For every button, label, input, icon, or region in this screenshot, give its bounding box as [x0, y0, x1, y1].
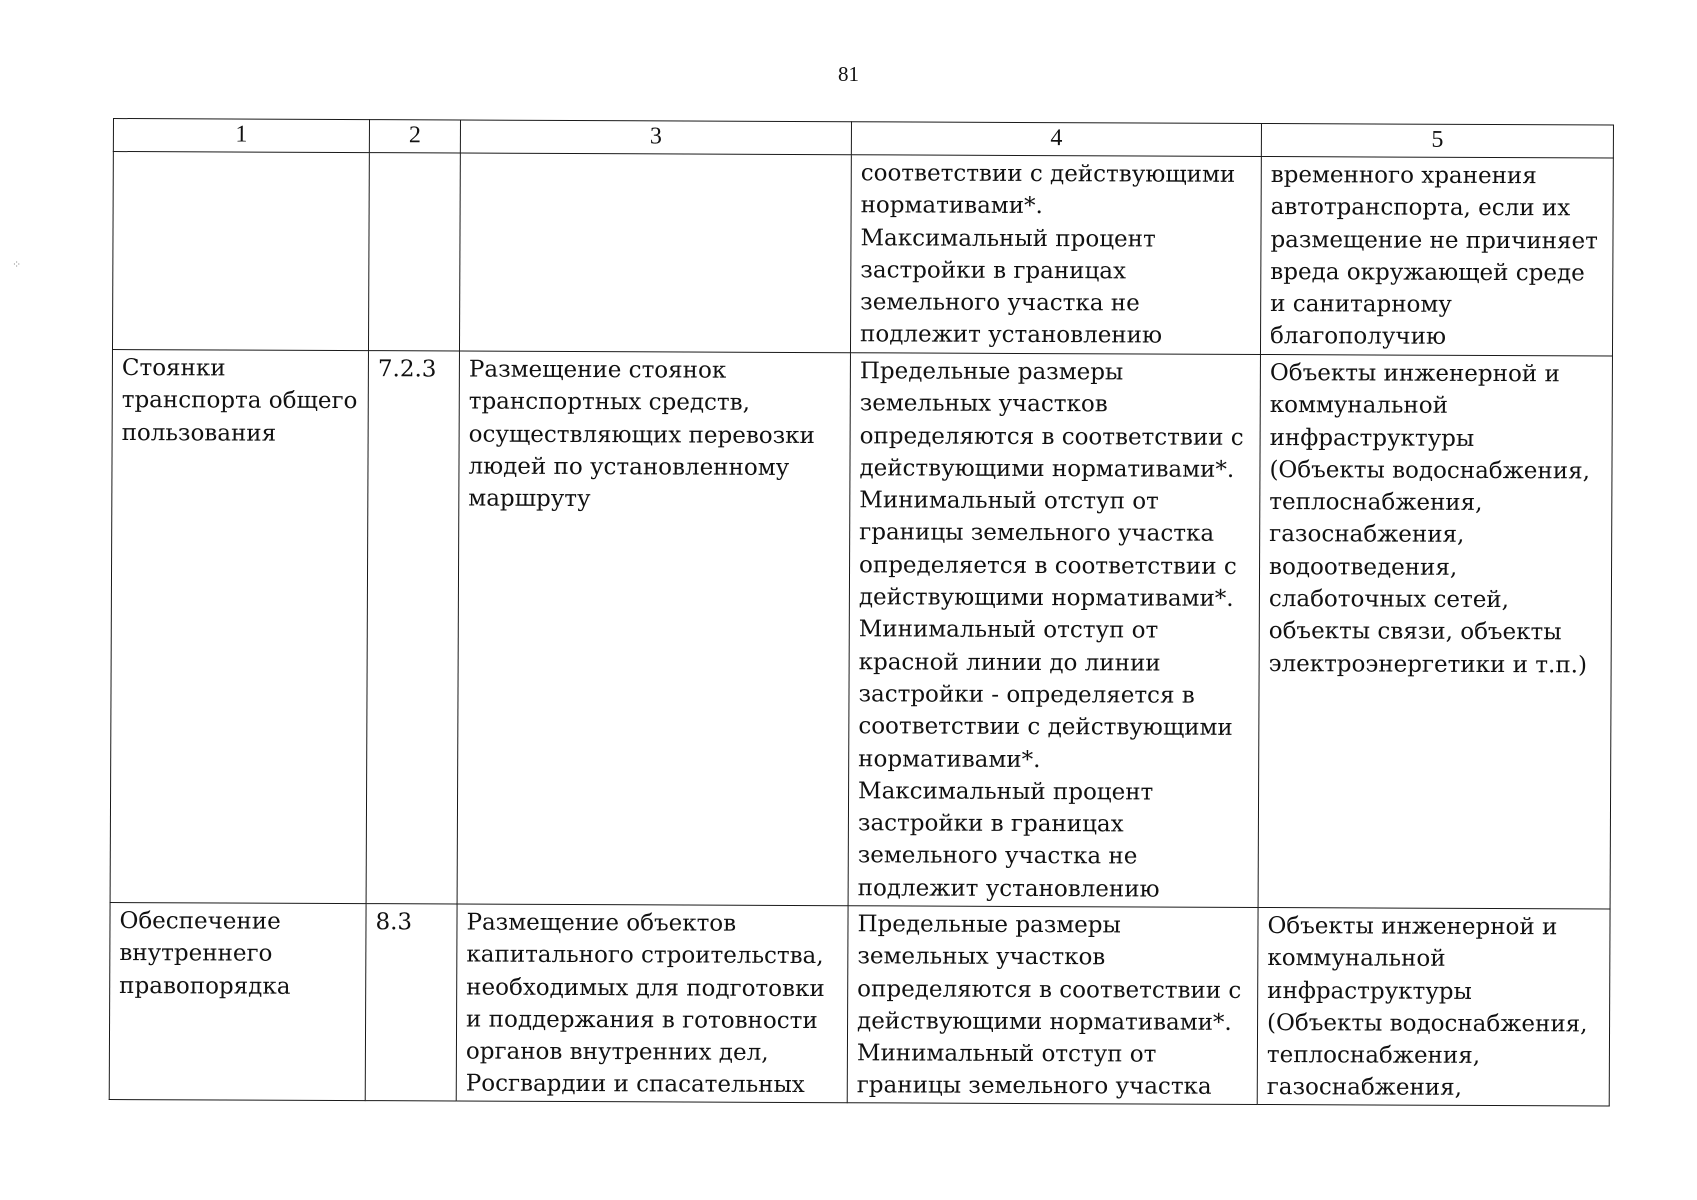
- table-row: [112, 152, 1613, 357]
- use-code-cell: 8.3: [365, 904, 457, 1101]
- column-header-3: 3: [460, 120, 851, 155]
- use-description-cell: Размещение стоянок транспортных средств, осуществляющих перевозки людей по установленному маршруту: [457, 351, 850, 906]
- use-code-cell: [368, 153, 460, 351]
- column-header-5: 5: [1261, 124, 1613, 159]
- auxiliary-use-cell: Объекты инженерной и коммунальной инфраструктуры (Объекты водоснабжения, теплоснабжения, газоснабжения,: [1257, 908, 1610, 1106]
- page-number: 81: [838, 62, 859, 86]
- use-name-cell: Стоянки транспорта общего пользования: [110, 349, 368, 903]
- auxiliary-use-cell: Объекты инженерной и коммунальной инфраструктуры (Объекты водоснабжения, теплоснабжения, газоснабжения, водоотведения, слаботочных сетей, объекты связи, объекты электроэнергетики и т.п.): [1258, 355, 1612, 910]
- parameters-cell: Предельные размеры земельных участков определяются в соответствии с действующими нормативами*. Минимальный отступ от границы земельного участка: [847, 906, 1258, 1105]
- table-row: [109, 902, 1610, 1105]
- use-description-cell: [459, 153, 851, 353]
- parameters-cell: соответствии с действующими нормативами*. Максимальный процент застройки в границах земельного участка не подлежит установлению: [850, 155, 1261, 355]
- parameters-cell: Предельные размеры земельных участков определяются в соответствии с действующими нормативами*. Минимальный отступ от границы земельного участка определяется в соответствии с действующими нормативами*. Минимальный отступ от красной линии до линии застройки - определяется в соответствии с действующими нормативами*. Максимальный процент застройки в границах земельного участка не подлежит установлению: [848, 353, 1260, 908]
- use-code-cell: 7.2.3: [366, 351, 459, 904]
- scan-speck: ⁘: [12, 258, 22, 271]
- column-header-2: 2: [369, 120, 460, 153]
- column-header-4: 4: [851, 122, 1261, 157]
- zoning-table: [109, 118, 1614, 1106]
- use-name-cell: Обеспечение внутреннего правопорядка: [109, 902, 366, 1100]
- use-description-cell: Размещение объектов капитального строительства, необходимых для подготовки и поддержания в готовности органов внутренних дел, Росгвардии и спасательных: [456, 904, 848, 1102]
- use-name-cell: [112, 152, 369, 351]
- column-header-1: 1: [113, 119, 369, 153]
- auxiliary-use-cell: временного хранения автотранспорта, если их размещение не причиняет вреда окружающей среде и санитарному благополучию: [1260, 157, 1613, 357]
- table-row: [110, 349, 1612, 909]
